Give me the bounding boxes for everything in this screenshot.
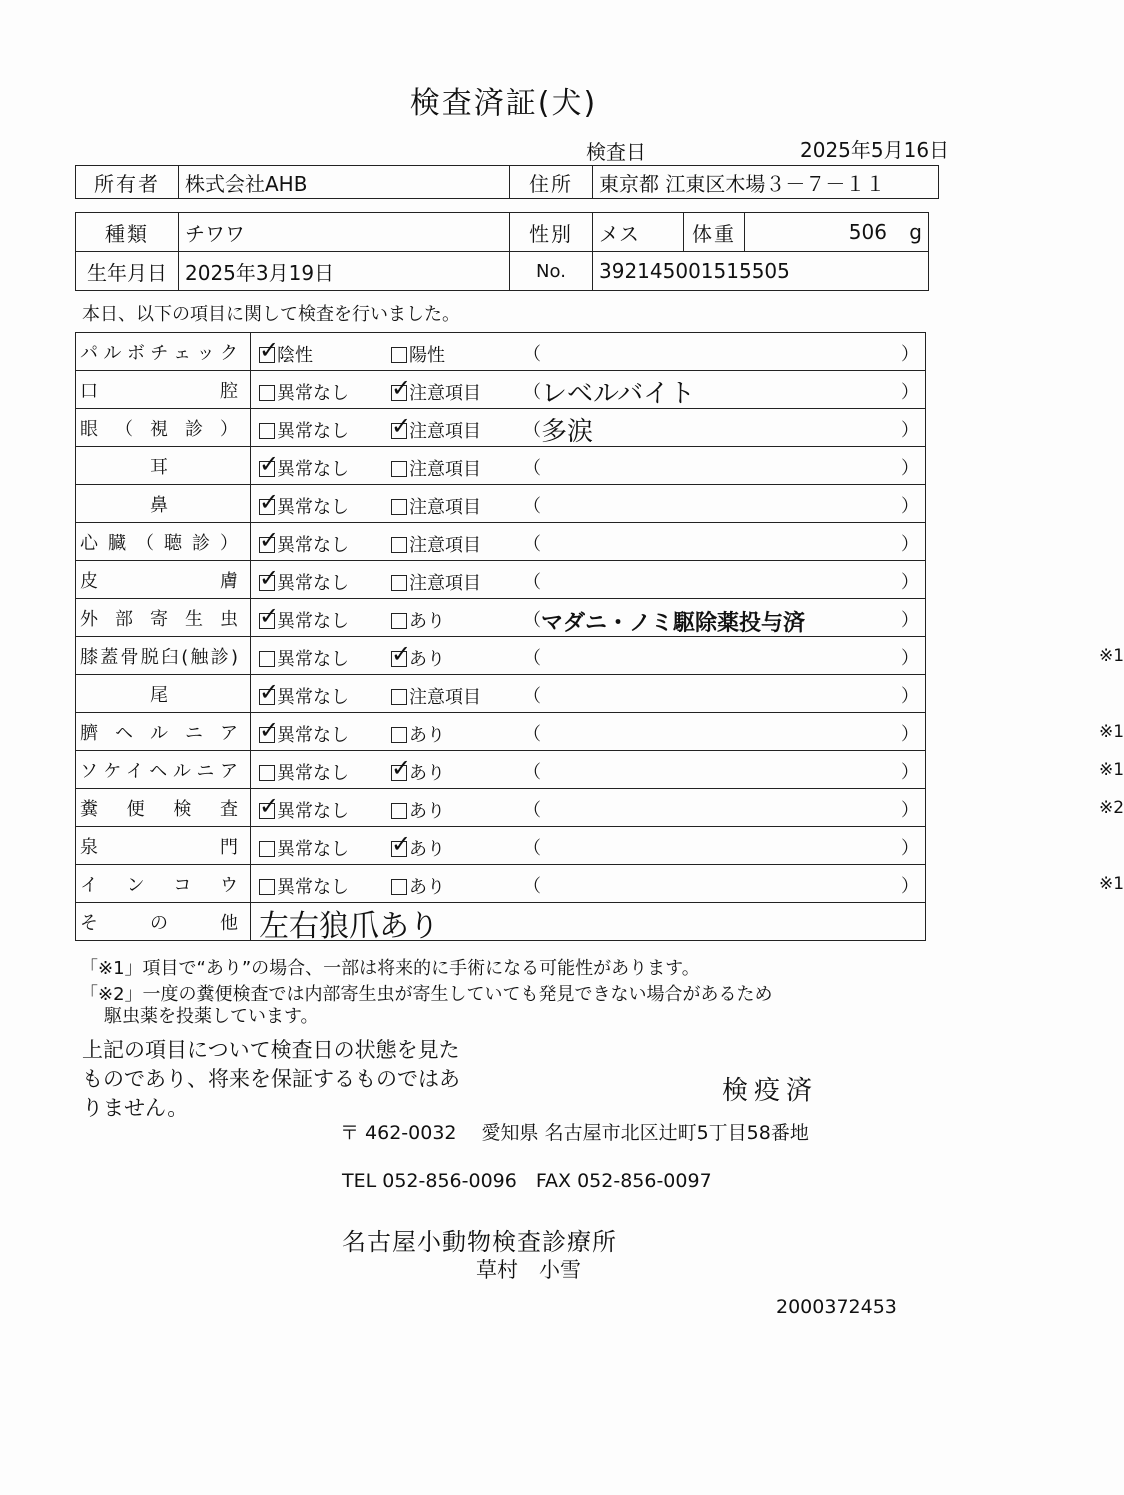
document-title: 検査済証(犬): [409, 86, 598, 121]
paren-open: （: [523, 572, 541, 593]
exam-date: 2025年5月16日: [800, 138, 950, 162]
number-value: 392145001515505: [593, 252, 929, 291]
breed-label: 種類: [76, 213, 179, 252]
exam-result-cell: [251, 485, 926, 523]
option-normal[interactable]: [259, 678, 349, 709]
other-label-cell: [76, 903, 251, 941]
table-row: [76, 789, 926, 827]
option-normal[interactable]: [259, 417, 349, 443]
paren-close: ）: [901, 610, 919, 631]
option-label: 注意項目: [409, 383, 481, 404]
check-mark-icon: ✓: [259, 450, 280, 478]
checkbox[interactable]: [391, 830, 412, 858]
checkbox[interactable]: [259, 450, 280, 478]
option-label: 異常なし: [277, 801, 349, 822]
exam-item-label: 耳: [150, 456, 168, 478]
exam-item-label: 膝蓋骨脱臼(触診): [80, 646, 238, 668]
option-abnormal[interactable]: [391, 754, 445, 785]
exam-item-cell: [76, 561, 251, 599]
paren-close: ）: [901, 648, 919, 669]
option-label: あり: [409, 725, 445, 746]
paren-close: ）: [901, 572, 919, 593]
check-mark-icon: ✓: [259, 488, 280, 516]
checkbox[interactable]: [391, 640, 412, 668]
paren-close: ）: [901, 876, 919, 897]
checkbox[interactable]: [391, 575, 407, 591]
exam-item-label: ソケイヘルニア: [80, 760, 238, 782]
table-row: [76, 523, 926, 561]
exam-result-cell: [251, 789, 1124, 827]
exam-item-cell: [76, 713, 251, 751]
option-normal[interactable]: [259, 488, 349, 519]
paren-open: （: [523, 876, 541, 897]
table-row: [76, 713, 926, 751]
option-label: 異常なし: [277, 649, 349, 670]
option-label: 異常なし: [277, 611, 349, 632]
exam-item-cell: [76, 447, 251, 485]
checkbox[interactable]: [259, 716, 280, 744]
exam-item-cell: [76, 333, 251, 371]
checkbox[interactable]: [391, 374, 412, 402]
footnote-mark: ※1: [1099, 722, 1124, 742]
address-value: 東京都 江東区木場３－７－１１: [593, 166, 939, 199]
exam-item-label: 皮膚: [80, 570, 238, 592]
paren-open: （: [523, 420, 541, 441]
paren-open: （: [523, 382, 541, 403]
breed-value: チワワ: [179, 213, 510, 252]
option-label: 異常なし: [277, 573, 349, 594]
table-row: [76, 333, 926, 371]
checkbox[interactable]: [391, 347, 407, 363]
exam-result-cell: [251, 371, 926, 409]
checkbox[interactable]: [259, 564, 280, 592]
exam-item-label: 臍ヘルニア: [80, 722, 238, 744]
check-mark-icon: ✓: [259, 792, 280, 820]
option-label: 注意項目: [409, 573, 481, 594]
checkbox[interactable]: [259, 336, 280, 364]
exam-item-label: 心臓（聴診）: [80, 532, 238, 554]
exam-item-label: 外部寄生虫: [80, 608, 238, 630]
paren-open: （: [523, 800, 541, 821]
option-label: 陽性: [409, 345, 445, 366]
table-row: [76, 447, 926, 485]
option-abnormal[interactable]: [391, 569, 481, 595]
table-row: [76, 561, 926, 599]
check-mark-icon: ✓: [391, 830, 412, 858]
exam-item-cell: [76, 523, 251, 561]
dob-value: 2025年3月19日: [179, 252, 510, 291]
option-abnormal[interactable]: [391, 830, 445, 861]
owner-value: 株式会社AHB: [179, 166, 510, 199]
option-abnormal[interactable]: [391, 721, 445, 747]
exam-date-label: 検査日: [586, 140, 646, 164]
other-label: その他: [80, 912, 238, 934]
weight-value: 506: [848, 220, 887, 244]
paren-close: ）: [901, 382, 919, 403]
option-abnormal[interactable]: [391, 341, 445, 367]
paren-close: ）: [901, 686, 919, 707]
paren-close: ）: [901, 458, 919, 479]
checkbox[interactable]: [259, 792, 280, 820]
checkbox[interactable]: [259, 879, 275, 895]
option-normal[interactable]: [259, 873, 349, 899]
address-label: 住所: [510, 166, 593, 199]
exam-item-label: インコウ: [80, 874, 238, 896]
checkbox[interactable]: [391, 879, 407, 895]
owner-label: 所有者: [76, 166, 179, 199]
exam-result-cell: [251, 637, 1124, 675]
checkbox[interactable]: [391, 803, 407, 819]
footnote-2b: 駆虫薬を投薬しています。: [104, 1006, 319, 1027]
table-row: [76, 371, 926, 409]
footnote-2a: 「※2」一度の糞便検査では内部寄生虫が寄生していても発見できない場合があるため: [80, 984, 773, 1005]
footnote-1: 「※1」項目で“あり”の場合、一部は将来的に手術になる可能性があります。: [80, 958, 700, 979]
checkbox[interactable]: [391, 412, 412, 440]
paren-close: ）: [901, 800, 919, 821]
checkbox[interactable]: [391, 613, 407, 629]
option-abnormal[interactable]: [391, 797, 445, 823]
clinic-address: 〒 462-0032 愛知県 名古屋市北区辻町5丁目58番地: [340, 1122, 809, 1144]
option-normal[interactable]: [259, 450, 349, 481]
option-label: 注意項目: [409, 497, 481, 518]
option-label: あり: [409, 801, 445, 822]
exam-result-cell: [251, 713, 1124, 751]
paren-open: （: [523, 610, 541, 631]
option-label: 異常なし: [277, 535, 349, 556]
option-normal[interactable]: [259, 792, 349, 823]
checkbox[interactable]: [259, 678, 280, 706]
paren-close: ）: [901, 496, 919, 517]
table-row: [76, 675, 926, 713]
option-normal[interactable]: [259, 602, 349, 633]
exam-note: 多涙: [541, 417, 594, 447]
footnote-mark: ※1: [1099, 874, 1124, 894]
checkbox[interactable]: [259, 765, 275, 781]
checkbox[interactable]: [391, 461, 407, 477]
check-mark-icon: ✓: [391, 374, 412, 402]
serial-number: 2000372453: [776, 1296, 897, 1318]
exam-item-cell: [76, 409, 251, 447]
option-normal[interactable]: [259, 564, 349, 595]
check-mark-icon: ✓: [259, 526, 280, 554]
disclaimer: 上記の項目について検査日の状態を見たものであり、将来を保証するものではありません。: [82, 1038, 460, 1120]
other-cell: [251, 903, 926, 944]
table-row: [76, 827, 926, 865]
option-abnormal[interactable]: [391, 374, 481, 405]
paren-open: （: [523, 648, 541, 669]
option-label: あり: [409, 839, 445, 860]
sex-value: メス: [593, 213, 684, 252]
weight-cell: [745, 213, 929, 252]
option-normal[interactable]: [259, 835, 349, 861]
exam-item-cell: [76, 371, 251, 409]
checkbox[interactable]: [391, 499, 407, 515]
option-label: 注意項目: [409, 535, 481, 556]
option-abnormal[interactable]: [391, 531, 481, 557]
pet-table: [75, 212, 929, 291]
option-label: あり: [409, 763, 445, 784]
check-mark-icon: ✓: [259, 716, 280, 744]
exam-item-cell: [76, 637, 251, 675]
paren-close: ）: [901, 534, 919, 555]
check-mark-icon: ✓: [391, 754, 412, 782]
clinic-name: 名古屋小動物検査診療所: [342, 1228, 617, 1256]
exam-note: レベルバイト: [541, 379, 696, 409]
clinic-phone: TEL 052-856-0096 FAX 052-856-0097: [342, 1170, 712, 1192]
option-normal[interactable]: [259, 379, 349, 405]
option-label: あり: [409, 611, 445, 632]
paren-open: （: [523, 496, 541, 517]
option-label: 注意項目: [409, 459, 481, 480]
option-label: 異常なし: [277, 497, 349, 518]
table-row: [76, 485, 926, 523]
table-row: [76, 409, 926, 447]
footnote-mark: ※1: [1099, 646, 1124, 666]
exam-result-cell: [251, 447, 926, 485]
exam-result-cell: [251, 333, 926, 371]
exam-result-cell: [251, 409, 926, 447]
footnote-mark: ※1: [1099, 760, 1124, 780]
checkbox[interactable]: [391, 537, 407, 553]
option-label: あり: [409, 877, 445, 898]
option-abnormal[interactable]: [391, 455, 481, 481]
weight-label: 体重: [684, 213, 745, 252]
exam-item-cell: [76, 675, 251, 713]
option-normal[interactable]: [259, 716, 349, 747]
paren-open: （: [523, 458, 541, 479]
exam-item-label: 眼（視診）: [80, 418, 238, 440]
exam-item-cell: [76, 751, 251, 789]
other-value: 左右狼爪あり: [259, 909, 439, 944]
exam-result-cell: [251, 599, 926, 637]
option-abnormal[interactable]: [391, 493, 481, 519]
paren-open: （: [523, 838, 541, 859]
option-label: 異常なし: [277, 459, 349, 480]
check-mark-icon: ✓: [259, 602, 280, 630]
table-row: [76, 751, 926, 789]
checkbox[interactable]: [259, 423, 275, 439]
sex-label: 性別: [510, 213, 593, 252]
option-normal[interactable]: [259, 526, 349, 557]
exam-item-cell: [76, 485, 251, 523]
option-label: 異常なし: [277, 383, 349, 404]
exam-item-label: 糞便検査: [80, 798, 238, 820]
weight-unit: g: [909, 220, 922, 244]
exam-result-cell: [251, 865, 1124, 903]
footnote-mark: ※2: [1099, 798, 1124, 818]
paren-close: ）: [901, 762, 919, 783]
option-label: 異常なし: [277, 839, 349, 860]
option-label: 陰性: [277, 345, 313, 366]
option-label: 異常なし: [277, 421, 349, 442]
paren-close: ）: [901, 724, 919, 745]
quarantine-stamp: 検疫済: [722, 1076, 819, 1106]
exam-item-label: パルボチェック: [80, 342, 238, 364]
vet-name: 草村 小雪: [476, 1258, 581, 1282]
option-label: 異常なし: [277, 687, 349, 708]
option-normal[interactable]: [259, 759, 349, 785]
exam-item-cell: [76, 789, 251, 827]
exam-item-label: 口腔: [80, 380, 238, 402]
paren-open: （: [523, 344, 541, 365]
table-row: [76, 599, 926, 637]
option-label: 異常なし: [277, 725, 349, 746]
check-mark-icon: ✓: [259, 678, 280, 706]
exam-result-cell: [251, 675, 926, 713]
checkbox[interactable]: [391, 727, 407, 743]
check-mark-icon: ✓: [259, 564, 280, 592]
checkbox[interactable]: [259, 651, 275, 667]
option-label: 注意項目: [409, 421, 481, 442]
option-label: 異常なし: [277, 877, 349, 898]
option-label: あり: [409, 649, 445, 670]
checkbox[interactable]: [259, 526, 280, 554]
checkbox[interactable]: [259, 841, 275, 857]
dob-label: 生年月日: [76, 252, 179, 291]
exam-result-cell: [251, 751, 1124, 789]
table-row: [76, 637, 926, 675]
option-abnormal[interactable]: [391, 640, 445, 671]
exam-item-cell: [76, 599, 251, 637]
option-abnormal[interactable]: [391, 607, 445, 633]
checkbox[interactable]: [391, 754, 412, 782]
paren-close: ）: [901, 838, 919, 859]
option-normal[interactable]: [259, 336, 313, 367]
exam-item-label: 泉門: [80, 836, 238, 858]
exam-item-cell: [76, 865, 251, 903]
exam-result-cell: [251, 827, 926, 865]
paren-close: ）: [901, 420, 919, 441]
option-label: 異常なし: [277, 763, 349, 784]
checkbox[interactable]: [391, 689, 407, 705]
check-mark-icon: ✓: [391, 412, 412, 440]
paren-close: ）: [901, 344, 919, 365]
owner-table: [75, 165, 939, 199]
checkbox[interactable]: [259, 602, 280, 630]
option-normal[interactable]: [259, 645, 349, 671]
checkbox[interactable]: [259, 488, 280, 516]
option-abnormal[interactable]: [391, 412, 481, 443]
number-label: No.: [510, 252, 593, 291]
exam-item-cell: [76, 827, 251, 865]
intro-text: 本日、以下の項目に関して検査を行いました。: [82, 304, 460, 325]
paren-open: （: [523, 724, 541, 745]
exam-table: [75, 332, 1124, 944]
paren-open: （: [523, 762, 541, 783]
exam-result-cell: [251, 523, 926, 561]
table-row: [76, 865, 926, 903]
exam-result-cell: [251, 561, 926, 599]
exam-note: マダニ・ノミ駆除薬投与済: [541, 610, 806, 635]
option-label: 注意項目: [409, 687, 481, 708]
exam-item-label: 鼻: [150, 494, 168, 516]
check-mark-icon: ✓: [259, 336, 280, 364]
paren-open: （: [523, 534, 541, 555]
paren-open: （: [523, 686, 541, 707]
check-mark-icon: ✓: [391, 640, 412, 668]
option-abnormal[interactable]: [391, 873, 445, 899]
option-abnormal[interactable]: [391, 683, 481, 709]
checkbox[interactable]: [259, 385, 275, 401]
exam-item-label: 尾: [150, 684, 168, 706]
